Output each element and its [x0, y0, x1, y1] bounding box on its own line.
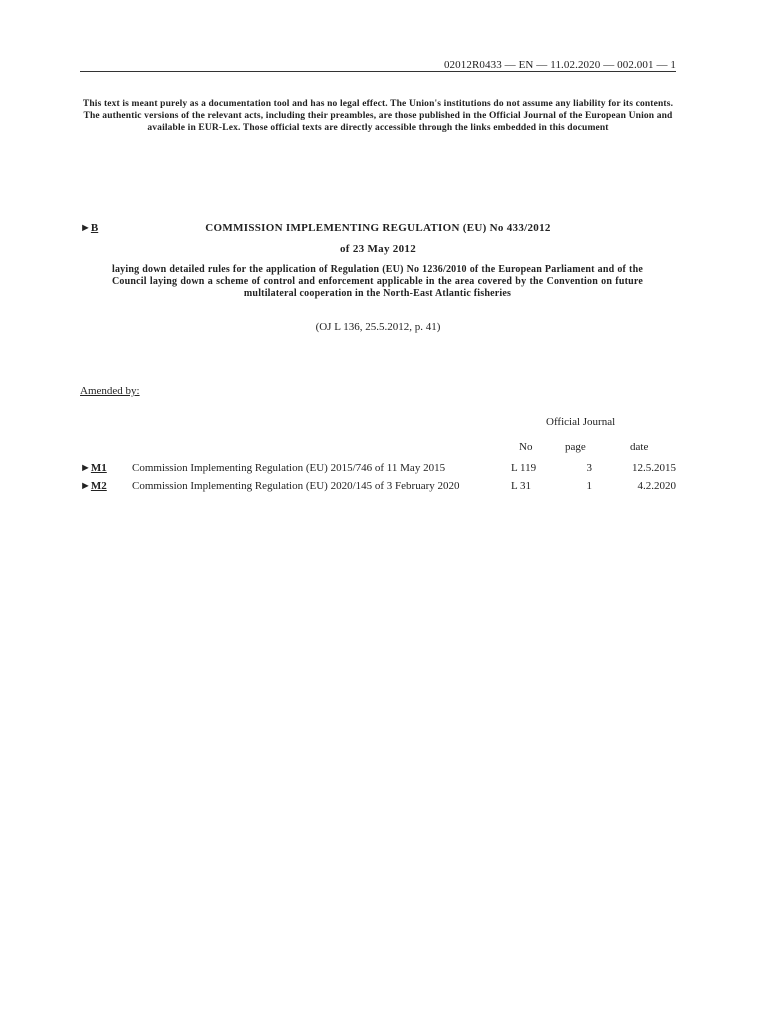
regulation-title: COMMISSION IMPLEMENTING REGULATION (EU) No 433/2012 — [205, 222, 551, 234]
marker-code-link[interactable]: M2 — [90, 480, 107, 492]
column-header-no: No — [519, 441, 533, 453]
official-journal-header: Official Journal — [546, 416, 616, 428]
header-divider — [80, 71, 676, 72]
amendment-oj-date: 4.2.2020 — [637, 480, 676, 492]
legal-disclaimer: This text is meant purely as a documentation tool and has no legal effect. The Union's institutions do not assume any liability for its contents. The authentic versions of the relevant acts, including their preambles, are those published in the Official Journal of the European Union and available in EUR-Lex. Those official texts are directly accessible through the links embedded in this document — [82, 99, 674, 133]
column-header-date: date — [630, 441, 649, 453]
amendment-oj-date: 12.5.2015 — [632, 462, 676, 474]
amendment-marker[interactable] — [80, 462, 107, 474]
amendment-oj-number: L 31 — [511, 480, 532, 492]
amendment-description: Commission Implementing Regulation (EU) 2020/145 of 3 February 2020 — [132, 480, 460, 492]
marker-code-link[interactable]: B — [90, 222, 99, 234]
marker-arrow: ► — [80, 222, 91, 234]
oj-reference: (OJ L 136, 25.5.2012, p. 41) — [315, 321, 441, 333]
regulation-date: of 23 May 2012 — [340, 243, 416, 255]
regulation-subject: laying down detailed rules for the application of Regulation (EU) No 1236/2010 of the European Parliament and of the Council laying down a scheme of control and enforcement applicable in the area covered by the Convention on future multilateral cooperation in the North-East Atlantic fisheries — [112, 264, 643, 299]
marker-arrow: ► — [80, 462, 91, 474]
marker-arrow: ► — [80, 480, 91, 492]
amendment-oj-number: L 119 — [511, 462, 537, 474]
amendment-marker[interactable] — [80, 480, 107, 492]
amendment-oj-page: 3 — [586, 462, 592, 474]
amendment-oj-page: 1 — [586, 480, 592, 492]
marker-code-link[interactable]: M1 — [90, 462, 107, 474]
amended-by-heading: Amended by: — [80, 385, 140, 397]
document-reference: 02012R0433 — EN — 11.02.2020 — 002.001 — 1 — [443, 59, 676, 71]
amendment-description: Commission Implementing Regulation (EU) 2015/746 of 11 May 2015 — [132, 462, 446, 474]
column-header-page: page — [565, 441, 586, 453]
